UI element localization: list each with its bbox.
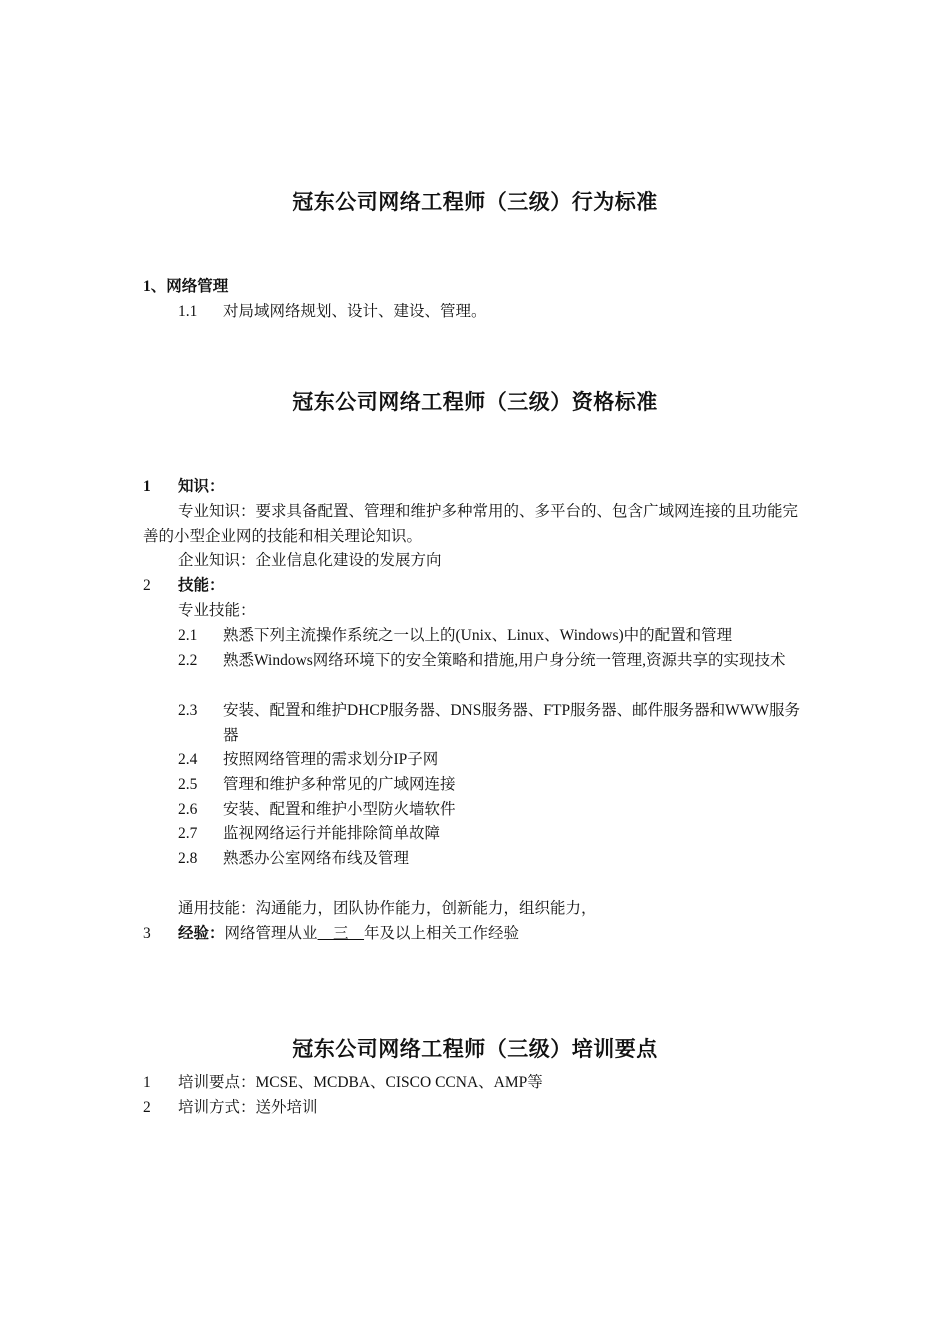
professional-knowledge: 专业知识：要求具备配置、管理和维护多种常用的、多平台的、包含广域网连接的且功能完善的小型企业网的技能和相关理论知识。 (143, 503, 799, 545)
skill-item-text: 熟悉下列主流操作系统之一以上的(Unix、Linux、Windows)中的配置和管理 (223, 627, 733, 644)
qualification-title: 冠东公司网络工程师（三级）资格标准 (292, 390, 658, 414)
skill-item-number: 2.5 (178, 776, 198, 793)
training-item-text: 培训要点：MCSE、MCDBA、CISCO CCNA、AMP等 (178, 1074, 543, 1091)
behavior-item-text: 对局域网络规划、设计、建设、管理。 (223, 303, 487, 320)
skill-item-number: 2.4 (178, 751, 198, 768)
skill-item-text: 安装、配置和维护DHCP服务器、DNS服务器、FTP服务器、邮件服务器和WWW服务器 (223, 702, 800, 744)
skill-item-number: 2.2 (178, 652, 198, 669)
experience-years: 三 (317, 925, 365, 942)
skills-number: 2 (143, 577, 151, 594)
skill-item-number: 2.3 (178, 702, 198, 719)
experience-heading: 经验： (178, 925, 225, 942)
experience-line (178, 921, 519, 946)
experience-text-after: 年及以上相关工作经验 (364, 925, 520, 942)
skill-item-text: 监视网络运行并能排除简单故障 (223, 825, 441, 842)
skill-item-text: 熟悉办公室网络布线及管理 (223, 850, 410, 867)
skill-item-text: 管理和维护多种常见的广域网连接 (223, 776, 456, 793)
knowledge-heading: 知识： (178, 478, 225, 495)
skill-item-number: 2.6 (178, 801, 198, 818)
training-item-text: 培训方式：送外培训 (178, 1099, 318, 1116)
behavior-item-number: 1.1 (178, 303, 198, 320)
knowledge-number: 1 (143, 478, 151, 495)
training-title: 冠东公司网络工程师（三级）培训要点 (292, 1037, 658, 1061)
general-skills: 通用技能：沟通能力，团队协作能力，创新能力，组织能力， (178, 900, 597, 917)
experience-text-before: 网络管理从业 (224, 925, 318, 942)
enterprise-knowledge: 企业知识：企业信息化建设的发展方向 (178, 552, 442, 569)
skill-item-text: 熟悉Windows网络环境下的安全策略和措施,用户身分统一管理,资源共享的实现技术 (223, 652, 786, 669)
training-item-number: 2 (143, 1099, 151, 1116)
skill-item-number: 2.8 (178, 850, 198, 867)
skill-item-text: 按照网络管理的需求划分IP子网 (223, 751, 439, 768)
skill-item-number: 2.7 (178, 825, 198, 842)
behavior-title: 冠东公司网络工程师（三级）行为标准 (292, 190, 658, 214)
network-management-heading: 1、网络管理 (143, 278, 229, 295)
experience-number: 3 (143, 925, 151, 942)
skills-heading: 技能： (178, 577, 225, 594)
skill-item-text: 安装、配置和维护小型防火墙软件 (223, 801, 456, 818)
professional-skills-label: 专业技能： (178, 602, 256, 619)
training-item-number: 1 (143, 1074, 151, 1091)
skill-item-number: 2.1 (178, 627, 198, 644)
